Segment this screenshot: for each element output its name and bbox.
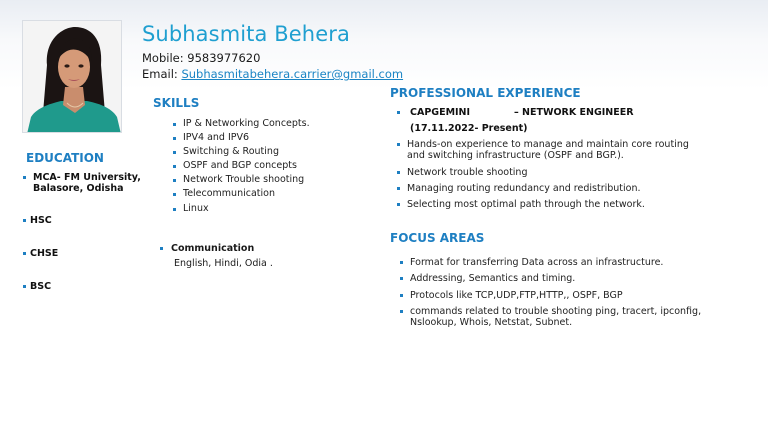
job-dates: (17.11.2022- Present): [410, 123, 528, 134]
experience-item: Network trouble shooting: [407, 167, 528, 178]
experience-heading: PROFESSIONAL EXPERIENCE: [390, 86, 581, 100]
focus-bullet: [400, 261, 403, 264]
mobile-number: Mobile: 9583977620: [142, 51, 261, 65]
experience-bullet: [397, 171, 400, 174]
focus-item: Format for transferring Data across an infrastructure.: [410, 257, 664, 268]
company-name: CAPGEMINI: [410, 107, 471, 118]
skill-item: Telecommunication: [172, 187, 372, 201]
focus-item-line: Nslookup, Whois, Netstat, Subnet.: [410, 317, 573, 328]
focus-item: Protocols like TCP,UDP,FTP,HTTP,, OSPF, BGP: [410, 290, 623, 301]
skill-item: Linux: [172, 202, 372, 216]
education-item-hsc: HSC: [30, 215, 52, 226]
education-item-mca: [33, 172, 141, 194]
focus-bullet: [400, 294, 403, 297]
focus-item-line: commands related to trouble shooting ping, tracert, ipconfig,: [410, 306, 702, 317]
education-bullet: [23, 176, 26, 179]
experience-bullet: [397, 143, 400, 146]
experience-bullet: [397, 203, 400, 206]
education-item-line: MCA- FM University,: [33, 172, 141, 183]
profile-photo: [22, 20, 122, 133]
experience-item-line: and switching infrastructure (OSPF and BGP.).: [407, 150, 624, 161]
education-heading: EDUCATION: [26, 151, 104, 165]
email-line: [142, 67, 403, 81]
focus-bullet: [400, 277, 403, 280]
focus-heading: FOCUS AREAS: [390, 231, 485, 245]
skills-list: [172, 117, 372, 216]
education-bullet: [23, 252, 26, 255]
education-bullet: [23, 285, 26, 288]
company-bullet: [397, 111, 400, 114]
skill-item: IPV4 and IPV6: [172, 131, 372, 145]
education-item-chse: CHSE: [30, 248, 59, 259]
experience-item-line: Hands-on experience to manage and maintain core routing: [407, 139, 689, 150]
communication-languages: English, Hindi, Odia .: [174, 258, 273, 269]
focus-item: [410, 306, 701, 328]
email-label: Email:: [142, 67, 182, 81]
email-link[interactable]: Subhasmitabehera.carrier@gmail.com: [181, 67, 404, 81]
candidate-name: Subhasmita Behera: [142, 22, 350, 46]
education-bullet: [23, 219, 26, 222]
skill-item: Network Trouble shooting: [172, 173, 372, 187]
education-item-bsc: BSC: [30, 281, 52, 292]
experience-item: Managing routing redundancy and redistribution.: [407, 183, 641, 194]
focus-item: Addressing, Semantics and timing.: [410, 273, 576, 284]
skill-item: IP & Networking Concepts.: [172, 117, 372, 131]
experience-item: [407, 139, 689, 161]
education-item-line: Balasore, Odisha: [33, 183, 124, 194]
skills-heading: SKILLS: [153, 96, 200, 110]
communication-title: Communication: [171, 243, 255, 254]
skill-item: OSPF and BGP concepts: [172, 159, 372, 173]
job-role: – NETWORK ENGINEER: [514, 107, 634, 118]
experience-item: Selecting most optimal path through the network.: [407, 199, 645, 210]
focus-bullet: [400, 310, 403, 313]
communication-bullet: [160, 247, 163, 250]
skill-item: Switching & Routing: [172, 145, 372, 159]
experience-bullet: [397, 187, 400, 190]
